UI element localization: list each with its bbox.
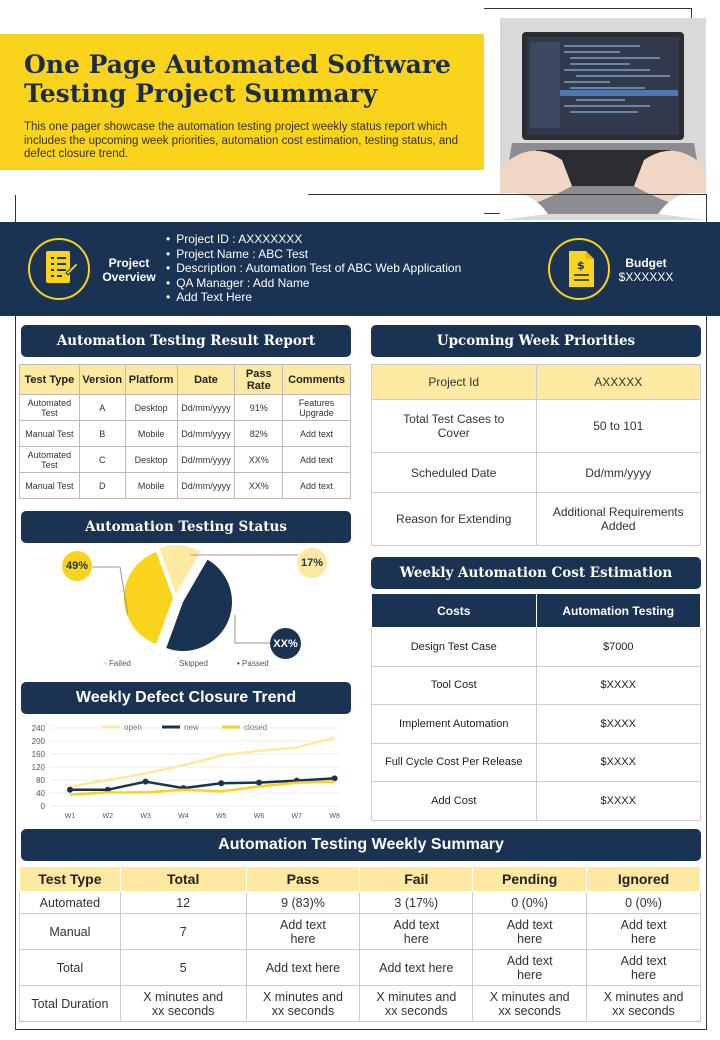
y-tick-label: 80 bbox=[36, 776, 45, 785]
table-row: Reason for Extending Additional Requirements Added bbox=[372, 493, 701, 546]
project-details-list bbox=[166, 232, 461, 305]
column-header: Date bbox=[177, 365, 235, 395]
table-row: Total Test Cases to Cover 50 to 101 bbox=[372, 400, 701, 453]
result-report-heading: Automation Testing Result Report bbox=[21, 325, 351, 357]
table-row: Add Cost $XXXX bbox=[372, 782, 701, 821]
defect-trend-heading: Weekly Defect Closure Trend bbox=[21, 682, 351, 714]
project-description: • Description : Automation Test of ABC Web Application bbox=[166, 261, 461, 276]
table-row: Manual Test B Mobile Dd/mm/yyyy 82% Add text bbox=[20, 421, 351, 447]
x-tick-label: W8 bbox=[329, 813, 340, 820]
failed-percent-bubble: 49% bbox=[62, 551, 92, 581]
column-header: Fail bbox=[360, 867, 473, 892]
data-point-new bbox=[67, 787, 73, 793]
y-tick-label: 0 bbox=[40, 802, 45, 811]
y-tick-label: 120 bbox=[31, 763, 45, 772]
page-subtitle: This one pager showcase the automation testing project weekly status report which includes the upcoming week priorities, automation cost estimation, testing status, and defect closure trend. bbox=[24, 121, 459, 160]
qa-manager: • QA Manager : Add Name bbox=[166, 276, 461, 291]
x-tick-label: W3 bbox=[140, 813, 151, 820]
table-row: Scheduled Date Dd/mm/yyyy bbox=[372, 453, 701, 493]
data-point-new bbox=[218, 780, 224, 786]
extra-text: • Add Text Here bbox=[166, 290, 461, 305]
column-header: Total bbox=[120, 867, 246, 892]
x-tick-label: W2 bbox=[102, 813, 114, 820]
y-tick-label: 160 bbox=[31, 750, 45, 759]
column-header: Version bbox=[79, 365, 125, 395]
legend-skipped: • Skipped bbox=[174, 659, 208, 668]
x-tick-label: W7 bbox=[291, 813, 303, 820]
laptop-photo bbox=[500, 18, 706, 220]
legend-failed: • Failed bbox=[104, 659, 131, 668]
table-row: Manual 7 Add text here Add text here Add text here Add text here bbox=[20, 914, 701, 950]
legend-label-closed: closed bbox=[244, 723, 268, 732]
cost-estimation-table bbox=[371, 593, 701, 821]
budget-value: $XXXXXX bbox=[618, 270, 674, 284]
legend-passed: • Passed bbox=[237, 659, 269, 668]
passed-percent-bubble: XX% bbox=[270, 628, 301, 659]
checklist-icon bbox=[42, 249, 78, 292]
skipped-percent-bubble: 17% bbox=[297, 548, 327, 578]
page-title: One Page Automated Software Testing Project Summary bbox=[24, 50, 451, 108]
table-row: Total Duration X minutes and xx seconds X minutes and xx seconds X minutes and xx seconds X minutes and xx seconds X minutes and xx seconds bbox=[20, 986, 701, 1022]
budget-label: Budget bbox=[625, 256, 667, 270]
table-row: Full Cycle Cost Per Release $XXXX bbox=[372, 743, 701, 782]
table-row: Automated Test C Desktop Dd/mm/yyyy XX% Add text bbox=[20, 447, 351, 473]
budget-document-icon bbox=[566, 249, 596, 294]
svg-text:$: $ bbox=[577, 259, 585, 272]
x-tick-label: W5 bbox=[215, 813, 227, 820]
y-tick-label: 200 bbox=[31, 737, 45, 746]
legend-label-new: new bbox=[184, 723, 199, 732]
legend-label-open: open bbox=[124, 723, 142, 732]
column-header: Costs bbox=[372, 594, 537, 628]
column-header: Test Type bbox=[20, 867, 121, 892]
table-row: Tool Cost $XXXX bbox=[372, 666, 701, 705]
column-header: Comments bbox=[283, 365, 351, 395]
cost-estimation-heading: Weekly Automation Cost Estimation bbox=[371, 557, 701, 589]
table-row: Total 5 Add text here Add text here Add text here Add text here bbox=[20, 950, 701, 986]
table-row: Implement Automation $XXXX bbox=[372, 705, 701, 744]
y-tick-label: 240 bbox=[31, 724, 45, 733]
upcoming-priorities-heading: Upcoming Week Priorities bbox=[371, 325, 701, 357]
column-header: Automation Testing bbox=[536, 594, 701, 628]
table-row: Project Id AXXXXX bbox=[372, 365, 701, 400]
column-header: Ignored bbox=[587, 867, 701, 892]
table-row: Design Test Case $7000 bbox=[372, 628, 701, 667]
weekly-summary-table bbox=[19, 866, 701, 1022]
table-row: Automated 12 9 (83)% 3 (17%) 0 (0%) 0 (0%) bbox=[20, 892, 701, 914]
table-row: Manual Test D Mobile Dd/mm/yyyy XX% Add text bbox=[20, 473, 351, 499]
data-point-new bbox=[143, 779, 149, 785]
column-header: Pending bbox=[473, 867, 587, 892]
table-row: Automated Test A Desktop Dd/mm/yyyy 91% Features Upgrade bbox=[20, 395, 351, 421]
y-tick-label: 40 bbox=[36, 789, 45, 798]
pie-slice-failed bbox=[124, 552, 173, 644]
column-header: Pass bbox=[246, 867, 360, 892]
weekly-summary-heading: Automation Testing Weekly Summary bbox=[21, 829, 701, 861]
project-name: • Project Name : ABC Test bbox=[166, 247, 461, 262]
x-tick-label: W4 bbox=[178, 813, 189, 820]
x-tick-label: W6 bbox=[253, 813, 265, 820]
testing-status-heading: Automation Testing Status bbox=[21, 511, 351, 543]
data-point-new bbox=[256, 780, 262, 786]
result-report-table bbox=[19, 364, 351, 499]
column-header: Pass Rate bbox=[235, 365, 283, 395]
project-id: • Project ID : AXXXXXXX bbox=[166, 232, 461, 247]
x-tick-label: W1 bbox=[64, 813, 76, 820]
column-header: Platform bbox=[125, 365, 177, 395]
defect-trend-chart bbox=[20, 716, 350, 824]
column-header: Test Type bbox=[20, 365, 80, 395]
upcoming-priorities-table bbox=[371, 364, 701, 546]
project-overview-label: Project Overview bbox=[102, 256, 156, 284]
